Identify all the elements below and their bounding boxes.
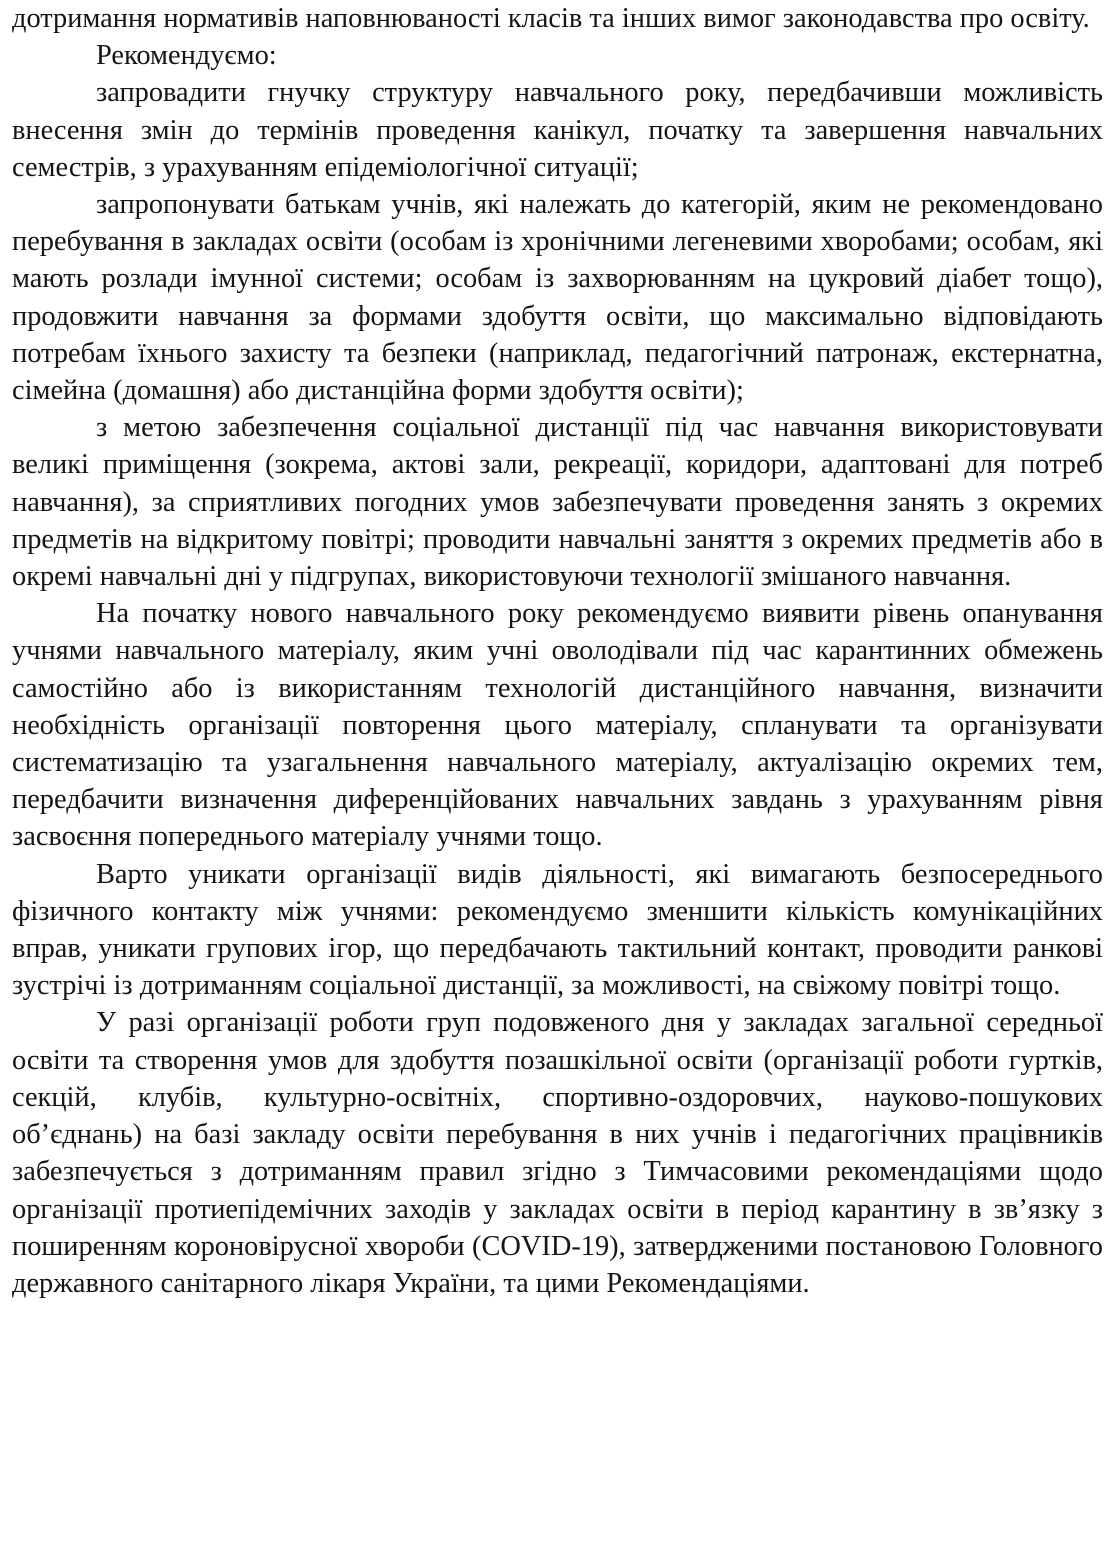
paragraph-parents-offer: запропонувати батькам учнів, які належать до категорій, яким не рекомендовано перебування в закладах освіти (особам із хронічними легеневими хворобами; особам, які мають розлади імунної системи; особам із захворюванням на цукровий діабет тощо), продовжити навчання за формами здобуття освіти, що максимально відповідають потребам їхнього захисту та безпеки (наприклад, педагогічний патронаж, екстернатна, сімейна (домашня) або дистанційна форми здобуття освіти);: [12, 189, 1103, 407]
document-body: [12, 0, 1103, 1302]
paragraph-continuation: дотримання нормативів наповнюваності класів та інших вимог законодавства про освіту.: [12, 3, 1090, 34]
paragraph-flexible-year: запровадити гнучку структуру навчального року, передбачивши можливість внесення змін до термінів проведення канікул, початку та завершення навчальних семестрів, з урахуванням епідеміологічної ситуації;: [12, 77, 1103, 183]
paragraph-recommend-heading: Рекомендуємо:: [96, 40, 277, 72]
paragraph-extended-day-groups: У разі організації роботи груп подовженого дня у закладах загальної середньої освіти та створення умов для здобуття позашкільної освіти (організації роботи гуртків, секцій, клубів, культурно-освітніх, спортивно-оздоровчих, науково-пошукових об’єднань) на базі закладу освіти перебування в них учнів і педагогічних працівників забезпечується з дотриманням правил згідно з Тимчасовими рекомендаціями щодо організації протиепідемічних заходів у закладах освіти в період карантину в зв’язку з поширенням короновірусної хвороби (COVID-19), затвердженими постановою Головного державного санітарного лікаря України, та цими Рекомендаціями.: [12, 1007, 1103, 1299]
paragraph-new-year-assessment: На початку нового навчального року рекомендуємо виявити рівень опанування учнями навчального матеріалу, яким учні оволодівали під час карантинних обмежень самостійно або із використанням технологій дистанційного навчання, визначити необхідність організації повторення цього матеріалу, спланувати та організувати систематизацію та узагальнення навчального матеріалу, актуалізацію окремих тем, передбачити визначення диференційованих навчальних завдань з урахуванням рівня засвоєння попереднього матеріалу учнями тощо.: [12, 598, 1103, 853]
paragraph-social-distance: з метою забезпечення соціальної дистанції під час навчання використовувати великі приміщення (зокрема, актові зали, рекреації, коридори, адаптовані для потреб навчання), за сприятливих погодних умов забезпечувати проведення занять з окремих предметів на відкритому повітрі; проводити навчальні заняття з окремих предметів або в окремі навчальні дні у підгрупах, використовуючи технології змішаного навчання.: [12, 412, 1103, 593]
paragraph-avoid-contact: Варто уникати організації видів діяльності, які вимагають безпосереднього фізичного контакту між учнями: рекомендуємо зменшити кількість комунікаційних вправ, уникати групових ігор, що передбачають тактильний контакт, проводити ранкові зустрічі із дотриманням соціальної дистанції, за можливості, на свіжому повітрі тощо.: [12, 858, 1103, 1002]
